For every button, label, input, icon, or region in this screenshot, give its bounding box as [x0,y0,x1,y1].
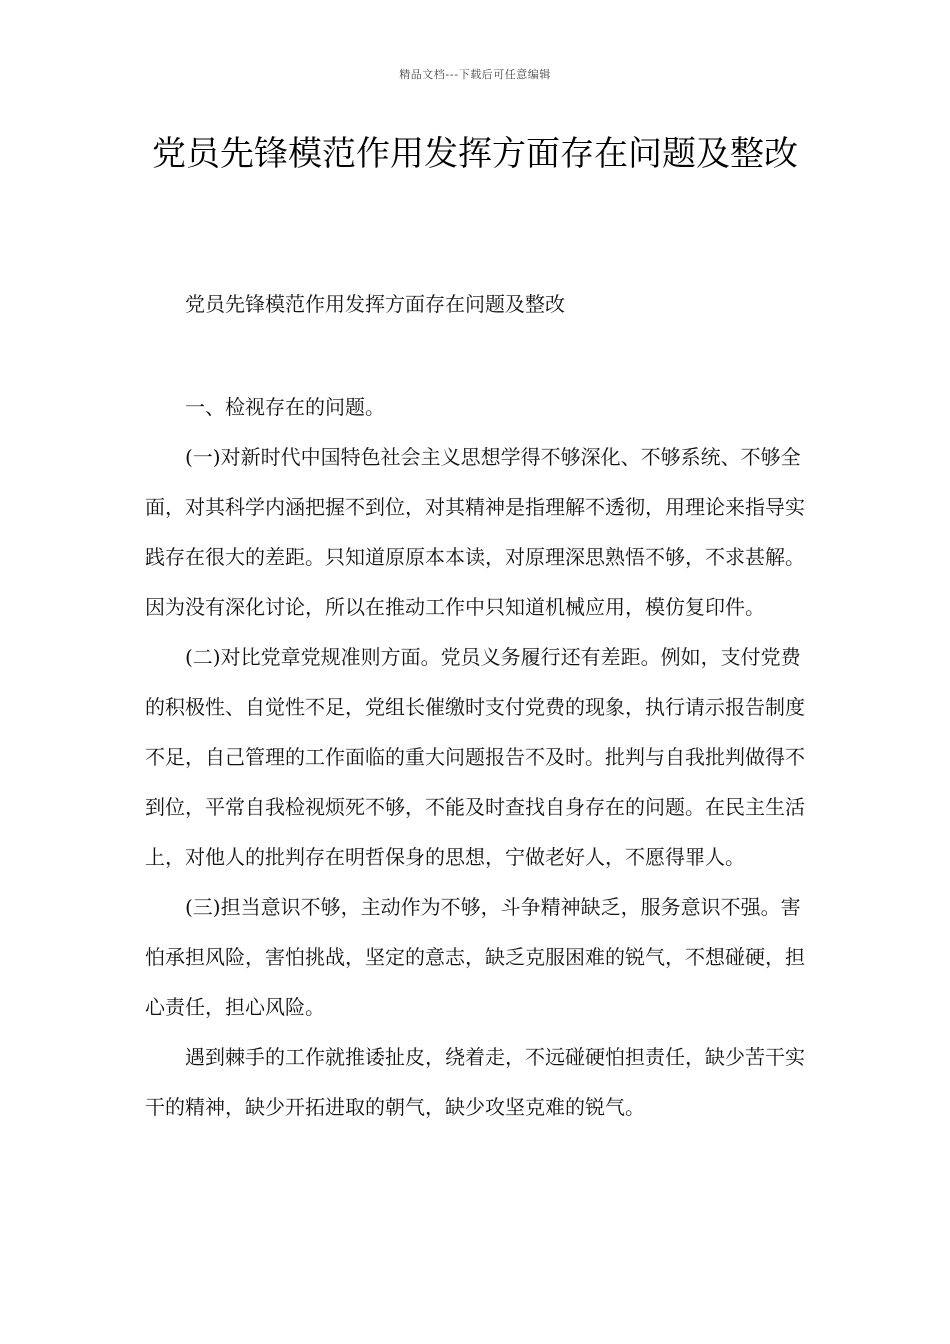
document-body [145,279,817,1132]
page-title: 党员先锋模范作用发挥方面存在问题及整改 [152,134,798,174]
header-note: 精品文档---下载后可任意编辑 [399,68,551,81]
paragraph-4: 遇到棘手的工作就推诿扯皮，绕着走，不远碰硬怕担责任，缺少苦干实干的精神，缺少开拓进取的朝气，缺少攻坚克难的锐气。 [145,1045,805,1119]
paragraph-1: (一)对新时代中国特色社会主义思想学得不够深化、不够系统、不够全面，对其科学内涵把握不到位，对其精神是指理解不透彻，用理论来指导实践存在很大的差距。只知道原原本本读，对原理深思熟悟不够，不求甚解。因为没有深化讨论，所以在推动工作中只知道机械应用，模仿复印件。 [145,445,805,619]
paragraph-3: (三)担当意识不够，主动作为不够，斗争精神缺乏，服务意识不强。害怕承担风险，害怕挑战，坚定的意志，缺乏克服困难的锐气，不想碰硬，担心责任，担心风险。 [145,895,805,1019]
paragraph-2: (二)对比党章党规准则方面。党员义务履行还有差距。例如，支付党费的积极性、自觉性不足，党组长催缴时支付党费的现象，执行请示报告制度不足，自己管理的工作面临的重大问题报告不及时。批判与自我批判做得不到位，平常自我检视烦死不够，不能及时查找自身存在的问题。在民主生活上，对他人的批判存在明哲保身的思想，宁做老好人，不愿得罪人。 [145,645,805,869]
document-subtitle: 党员先锋模范作用发挥方面存在问题及整改 [185,292,565,316]
section-heading: 一、检视存在的问题。 [185,395,385,419]
